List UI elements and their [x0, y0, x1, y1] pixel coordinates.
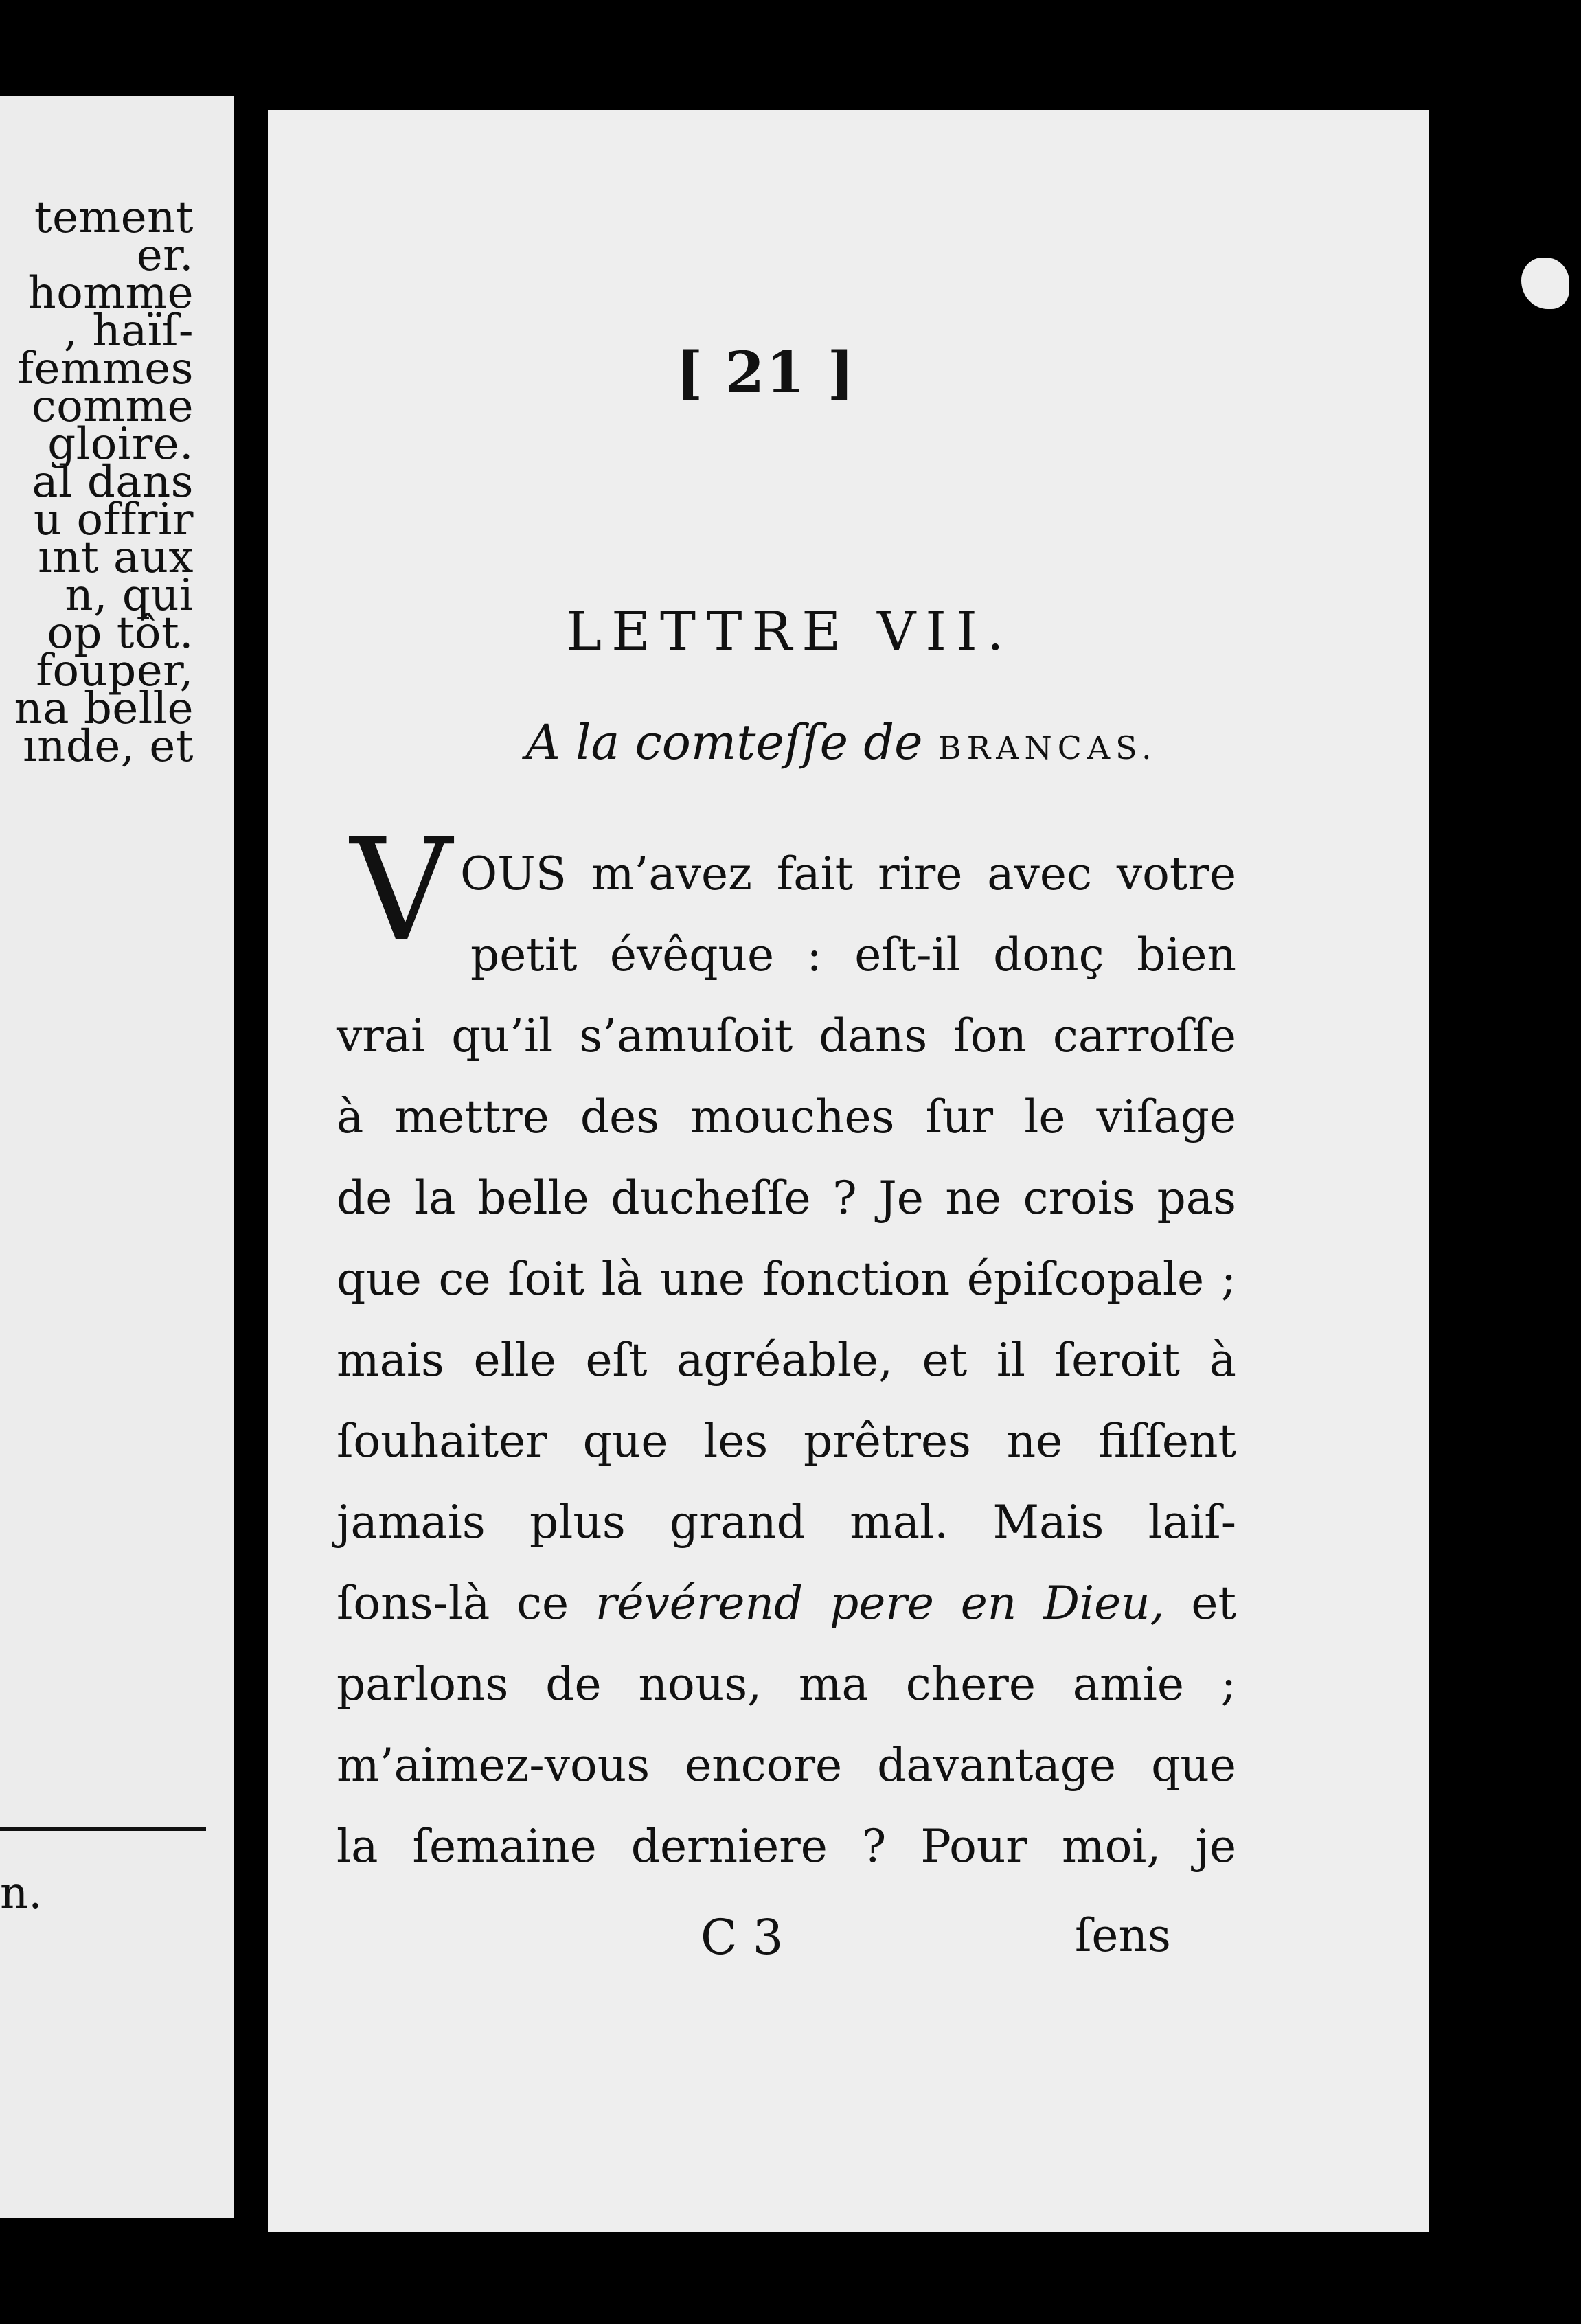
- body-line: parlons de nous, ma chere amie ;: [337, 1658, 1236, 1711]
- address-name: BRANCAS.: [937, 729, 1157, 766]
- body-line: de la belle ducheſſe ? Je ne crois pas: [337, 1172, 1236, 1224]
- drop-cap: V: [350, 809, 453, 972]
- signature-mark: C 3: [701, 1909, 784, 1966]
- letter-title: LETTRE VII.: [566, 601, 1014, 663]
- body-line-mixed: [337, 1577, 1237, 1630]
- address-italic: A la comteſſe de: [525, 714, 923, 771]
- left-line: , haïſ-: [63, 306, 194, 356]
- body-line-end: et: [1191, 1577, 1237, 1630]
- left-rule: [0, 1827, 206, 1831]
- body-line-italic: révérend pere en Dieu,: [595, 1577, 1165, 1630]
- page-number: [ 21 ]: [676, 340, 856, 406]
- left-line: femmes: [17, 343, 194, 394]
- body-line: mais elle eſt agréable, et il ſeroit à: [337, 1334, 1236, 1387]
- body-line-start: ſons-là ce: [337, 1577, 569, 1630]
- left-line: op tôt.: [47, 608, 194, 659]
- left-line: comme: [31, 381, 194, 432]
- letter-address: [412, 714, 1271, 771]
- body-line: jamais plus grand mal. Mais laiſ-: [337, 1496, 1236, 1549]
- left-line: u offrir: [33, 494, 194, 545]
- left-line: n, qui: [65, 570, 194, 621]
- left-line: fouper,: [36, 646, 194, 696]
- left-footer: n.: [0, 1868, 43, 1919]
- left-line: al dans: [32, 457, 194, 508]
- catchword: ſens: [1075, 1909, 1171, 1962]
- left-line: ınde, et: [23, 721, 194, 772]
- body-line: que ce ſoit là une fonction épiſcopale ;: [337, 1253, 1236, 1306]
- left-line: tement: [34, 192, 194, 243]
- body-line: à mettre des mouches ſur le viſage: [337, 1091, 1236, 1143]
- body-line: m’aimez-vous encore davantage que: [337, 1739, 1236, 1792]
- paper-speck: [1521, 258, 1569, 309]
- body-line: petit évêque : eſt-il donç bien: [470, 929, 1236, 981]
- body-line: OUS m’avez fait rire avec votre: [460, 847, 1236, 900]
- left-page-fragment: [0, 96, 234, 2218]
- left-line: ınt aux: [38, 532, 194, 583]
- left-line: gloire.: [47, 419, 194, 470]
- left-line: er.: [136, 230, 194, 281]
- book-page: [268, 110, 1429, 2232]
- left-line: na belle: [14, 683, 194, 734]
- left-line: homme: [27, 268, 194, 319]
- body-line: vrai qu’il s’amuſoit dans ſon carroſſe: [337, 1010, 1236, 1062]
- body-line: ſouhaiter que les prêtres ne fiſſent: [337, 1415, 1236, 1468]
- body-line: la ſemaine derniere ? Pour moi, je: [337, 1820, 1236, 1873]
